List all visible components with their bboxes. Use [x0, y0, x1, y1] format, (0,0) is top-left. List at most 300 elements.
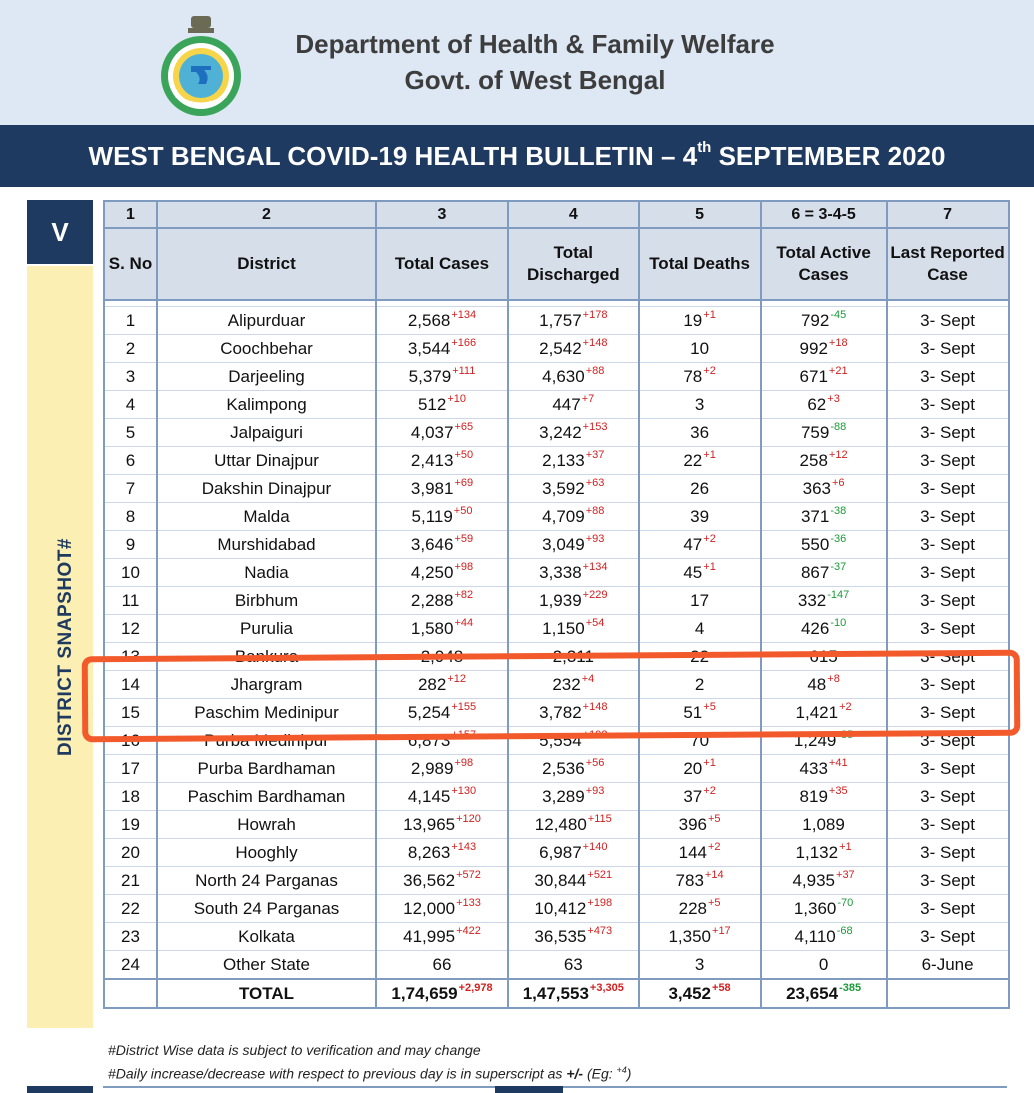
table-row [104, 839, 1009, 867]
active-cell-value: 258 [799, 450, 828, 470]
district-cell [157, 307, 376, 335]
cases-cell [376, 643, 508, 671]
deaths-cell-value: 22 [683, 450, 703, 470]
deaths-cell-change: +2 [703, 364, 716, 377]
cases-cell-value: 36,562 [403, 870, 456, 890]
sno-cell [104, 419, 157, 447]
last-reported-cell [887, 839, 1009, 867]
cases-cell [376, 755, 508, 783]
bulletin-title [0, 125, 1034, 187]
cases-cell-value: 8,263 [407, 842, 451, 862]
col-number: 2 [157, 201, 376, 228]
last-reported-cell-value: 3- Sept [920, 562, 975, 582]
district-cell [157, 531, 376, 559]
header-total-cases: Total Cases [376, 228, 508, 300]
total-row [104, 979, 1009, 1008]
cases-cell-value: 2,948 [420, 646, 464, 666]
total-active-cell-change: -385 [839, 981, 862, 994]
discharged-cell-value: 63 [563, 954, 583, 974]
active-cell-change: -147 [827, 588, 850, 601]
table-row [104, 951, 1009, 980]
active-cell-change: +21 [828, 364, 848, 377]
district-cell-value: Dakshin Dinajpur [201, 478, 332, 498]
deaths-cell-value: 39 [690, 506, 710, 526]
side-label-wrap [45, 266, 111, 1028]
cases-cell-value: 4,145 [407, 786, 451, 806]
discharged-cell-value: 12,480 [534, 814, 587, 834]
active-cell [761, 615, 887, 643]
header-total-active: Total Active Cases [761, 228, 887, 300]
table-row [104, 307, 1009, 335]
cases-cell-change: +50 [454, 448, 474, 461]
last-reported-cell [887, 643, 1009, 671]
table-row [104, 475, 1009, 503]
active-cell-change: +12 [828, 448, 848, 461]
active-cell-change: +8 [827, 672, 840, 685]
last-reported-cell-value: 3- Sept [920, 310, 975, 330]
cases-cell-value: 282 [417, 674, 447, 694]
table-row [104, 783, 1009, 811]
sno-cell-value: 15 [121, 702, 140, 722]
district-cell-value: Kalimpong [226, 394, 307, 414]
cases-cell-change: +143 [451, 840, 477, 853]
sno-cell-value: 21 [121, 870, 140, 890]
active-cell-value: 48 [807, 674, 827, 694]
discharged-cell [508, 839, 639, 867]
active-cell-change: -68 [836, 924, 853, 937]
active-cell [761, 699, 887, 727]
cases-cell-value: 2,288 [410, 590, 454, 610]
cases-cell-change: +44 [454, 616, 474, 629]
sno-cell-value: 23 [121, 926, 140, 946]
cases-cell-value: 3,646 [410, 534, 454, 554]
deaths-cell [639, 895, 761, 923]
deaths-cell [639, 671, 761, 699]
district-cell-value: Hooghly [235, 842, 298, 862]
total-active-cell [761, 979, 887, 1008]
sno-cell-value: 7 [125, 478, 136, 498]
discharged-cell [508, 587, 639, 615]
sno-cell [104, 755, 157, 783]
last-reported-cell-value: 3- Sept [920, 422, 975, 442]
discharged-cell-change: +93 [585, 532, 605, 545]
cases-cell [376, 839, 508, 867]
deaths-cell-value: 47 [683, 534, 703, 554]
active-cell [761, 475, 887, 503]
sno-cell [104, 587, 157, 615]
discharged-cell-value: 3,289 [542, 786, 585, 806]
sno-cell-value: 10 [121, 562, 140, 582]
last-reported-cell [887, 615, 1009, 643]
total-cases-cell-value: 1,74,659 [391, 983, 458, 1003]
cases-cell [376, 363, 508, 391]
total-deaths-cell [639, 979, 761, 1008]
active-cell-value: 4,110 [794, 926, 836, 946]
active-cell [761, 307, 887, 335]
sno-cell [104, 363, 157, 391]
cases-cell-change: +98 [454, 560, 474, 573]
cases-cell-value: 4,250 [410, 562, 454, 582]
discharged-cell [508, 447, 639, 475]
discharged-cell-value: 2,133 [542, 450, 585, 470]
deaths-cell-change: +17 [712, 924, 731, 937]
active-cell [761, 363, 887, 391]
district-cell-value: Darjeeling [228, 366, 305, 386]
discharged-cell-value: 3,242 [539, 422, 582, 442]
last-reported-cell [887, 475, 1009, 503]
district-cell [157, 615, 376, 643]
active-cell-change: +2 [839, 700, 852, 713]
sno-cell [104, 671, 157, 699]
last-reported-cell [887, 923, 1009, 951]
sno-cell-value: 14 [121, 674, 140, 694]
deaths-cell-value: 19 [683, 310, 703, 330]
district-cell [157, 363, 376, 391]
column-number-row [104, 201, 1009, 228]
active-cell-value: 1,089 [802, 814, 845, 834]
discharged-cell [508, 923, 639, 951]
active-cell-value: 1,360 [793, 898, 837, 918]
discharged-cell-change: +37 [585, 448, 605, 461]
sno-cell-value: 24 [121, 954, 140, 974]
active-cell-change: -45 [830, 308, 847, 321]
last-reported-cell [887, 531, 1009, 559]
table-row [104, 615, 1009, 643]
active-cell [761, 559, 887, 587]
district-cell-value: Purba Bardhaman [197, 758, 336, 778]
cases-cell-change: +50 [453, 504, 473, 517]
sno-cell [104, 727, 157, 755]
district-cell-value: South 24 Parganas [193, 898, 340, 918]
deaths-cell-value: 17 [690, 590, 710, 610]
table-row [104, 503, 1009, 531]
last-reported-cell-value: 3- Sept [920, 898, 975, 918]
active-cell [761, 447, 887, 475]
deaths-cell-value: 36 [690, 422, 710, 442]
discharged-cell-change: +229 [582, 588, 608, 601]
last-reported-cell-value: 3- Sept [920, 674, 975, 694]
last-reported-cell-value: 3- Sept [920, 366, 975, 386]
active-cell [761, 895, 887, 923]
last-reported-cell [887, 503, 1009, 531]
last-reported-cell [887, 559, 1009, 587]
deaths-cell-value: 396 [678, 814, 707, 834]
table-row [104, 895, 1009, 923]
sno-cell-value: 11 [121, 590, 140, 610]
cases-cell-change: +572 [456, 868, 481, 881]
total-last-cell [887, 979, 1009, 1008]
active-cell-change: -37 [830, 560, 847, 573]
header-total-discharged: Total Discharged [508, 228, 639, 300]
active-cell-change: -35 [837, 728, 854, 741]
active-cell-change: +41 [828, 756, 848, 769]
active-cell [761, 839, 887, 867]
active-cell-value: 0 [818, 954, 829, 974]
cases-cell-change: +82 [454, 588, 474, 601]
last-reported-cell [887, 363, 1009, 391]
col-number: 3 [376, 201, 508, 228]
table-row [104, 755, 1009, 783]
last-reported-cell [887, 951, 1009, 980]
note-2-sup: +4 [616, 1065, 627, 1075]
deaths-cell-value: 1,350 [668, 926, 712, 946]
footnotes [108, 1040, 631, 1084]
active-cell [761, 811, 887, 839]
side-panel [27, 266, 93, 1028]
deaths-cell-change: +5 [707, 896, 721, 909]
cases-cell-value: 2,413 [410, 450, 454, 470]
cases-cell [376, 867, 508, 895]
total-discharged-cell [508, 979, 639, 1008]
cases-cell [376, 615, 508, 643]
discharged-cell [508, 895, 639, 923]
title-suffix: SEPTEMBER 2020 [711, 141, 946, 171]
total-deaths-cell-value: 3,452 [668, 983, 712, 1003]
header-last-reported: Last Reported Case [887, 228, 1009, 300]
discharged-cell-value: 3,049 [542, 534, 585, 554]
sno-cell-value: 20 [121, 842, 140, 862]
district-cell [157, 391, 376, 419]
table-row [104, 559, 1009, 587]
discharged-cell-value: 10,412 [534, 898, 587, 918]
deaths-cell [639, 615, 761, 643]
cases-cell [376, 895, 508, 923]
last-reported-cell-value: 6-June [921, 954, 974, 974]
deaths-cell [639, 447, 761, 475]
note-2-bold: +/- [566, 1065, 584, 1082]
col-number: 1 [104, 201, 157, 228]
total-label-cell [157, 979, 376, 1008]
discharged-cell [508, 671, 639, 699]
active-cell-value: 992 [799, 338, 828, 358]
last-reported-cell [887, 783, 1009, 811]
discharged-cell-change: +93 [585, 784, 605, 797]
district-cell [157, 839, 376, 867]
sno-cell-value: 22 [121, 898, 140, 918]
cases-cell-value: 66 [432, 954, 452, 974]
discharged-cell-change: +198 [587, 896, 613, 909]
last-reported-cell [887, 307, 1009, 335]
cases-cell [376, 699, 508, 727]
sno-cell [104, 895, 157, 923]
last-reported-cell [887, 447, 1009, 475]
cases-cell [376, 559, 508, 587]
sno-cell [104, 531, 157, 559]
note-2-end: ) [626, 1065, 632, 1082]
cases-cell-value: 5,379 [408, 366, 452, 386]
sno-cell-value: 8 [125, 506, 136, 526]
sno-cell-value: 19 [121, 814, 140, 834]
district-cell-value: Howrah [237, 814, 296, 834]
section-letter: V [27, 200, 93, 264]
discharged-cell-change: +56 [585, 756, 605, 769]
deaths-cell-value: 78 [683, 366, 703, 386]
cases-cell [376, 475, 508, 503]
sno-cell-value: 9 [125, 534, 136, 554]
discharged-cell-value: 1,757 [539, 310, 582, 330]
deaths-cell [639, 643, 761, 671]
deaths-cell-value: 144 [678, 842, 707, 862]
deaths-cell-value: 70 [690, 730, 710, 750]
active-cell-change: -36 [830, 532, 847, 545]
deaths-cell [639, 391, 761, 419]
active-cell-value: 1,132 [795, 842, 839, 862]
total-discharged-cell-change: +3,305 [589, 981, 624, 994]
sno-cell-value: 3 [125, 366, 136, 386]
deaths-cell [639, 503, 761, 531]
deaths-cell [639, 867, 761, 895]
last-reported-cell-value: 3- Sept [920, 618, 975, 638]
district-cell [157, 587, 376, 615]
deaths-cell [639, 923, 761, 951]
deaths-cell-change: +1 [703, 448, 716, 461]
active-cell-value: 4,935 [792, 870, 836, 890]
cases-cell-value: 2,568 [407, 310, 451, 330]
sno-cell-value: 4 [125, 394, 136, 414]
active-cell [761, 755, 887, 783]
deaths-cell [639, 699, 761, 727]
active-cell-change: +35 [828, 784, 848, 797]
last-reported-cell-value: 3- Sept [920, 730, 975, 750]
active-cell-change: -38 [830, 504, 847, 517]
cases-cell-value: 1,580 [410, 618, 454, 638]
discharged-cell-value: 1,939 [539, 590, 582, 610]
discharged-cell-change: +4 [581, 672, 595, 685]
deaths-cell-value: 51 [683, 702, 703, 722]
total-deaths-cell-change: +58 [712, 981, 731, 994]
last-reported-cell-value: 3- Sept [920, 394, 975, 414]
table-row [104, 531, 1009, 559]
sno-cell-value: 2 [125, 338, 136, 358]
sno-cell [104, 811, 157, 839]
district-cell [157, 447, 376, 475]
deaths-cell-change: +5 [707, 812, 721, 825]
deaths-cell [639, 839, 761, 867]
cases-cell-change: +65 [454, 420, 474, 433]
active-cell-change: -10 [830, 616, 847, 629]
sno-cell [104, 615, 157, 643]
sno-cell [104, 307, 157, 335]
last-reported-cell-value: 3- Sept [920, 338, 975, 358]
last-reported-cell [887, 699, 1009, 727]
district-cell-value: Jhargram [230, 674, 303, 694]
last-reported-cell-value: 3- Sept [920, 478, 975, 498]
last-reported-cell-value: 3- Sept [920, 842, 975, 862]
cases-cell [376, 587, 508, 615]
cases-cell-value: 12,000 [403, 898, 456, 918]
last-reported-cell [887, 755, 1009, 783]
table-row [104, 587, 1009, 615]
active-cell-value: 867 [800, 562, 830, 582]
last-reported-cell-value: 3- Sept [920, 786, 975, 806]
discharged-cell-value: 36,535 [534, 926, 587, 946]
deaths-cell [639, 363, 761, 391]
cases-cell-value: 5,254 [407, 702, 451, 722]
sno-cell-value: 18 [121, 786, 140, 806]
col-number: 5 [639, 201, 761, 228]
deaths-cell [639, 419, 761, 447]
cases-cell [376, 335, 508, 363]
district-cell-value: Malda [243, 506, 290, 526]
active-cell-value: 759 [800, 422, 830, 442]
note-2-eg: (Eg: [583, 1065, 617, 1082]
discharged-cell-value: 3,338 [539, 562, 582, 582]
last-reported-cell-value: 3- Sept [920, 506, 975, 526]
discharged-cell-change: +521 [587, 868, 613, 881]
discharged-cell [508, 811, 639, 839]
discharged-cell-value: 2,536 [542, 758, 585, 778]
total-cases-cell-change: +2,978 [458, 981, 493, 994]
cases-cell [376, 307, 508, 335]
deaths-cell-change: +14 [704, 868, 724, 881]
district-cell-value: Coochbehar [220, 338, 313, 358]
discharged-cell [508, 867, 639, 895]
district-cell-value: Uttar Dinajpur [214, 450, 319, 470]
active-cell [761, 783, 887, 811]
header-sno: S. No [104, 228, 157, 300]
discharged-cell-value: 232 [552, 674, 581, 694]
sno-cell [104, 335, 157, 363]
discharged-cell-change: +88 [585, 504, 605, 517]
total-label-cell-value: TOTAL [238, 983, 295, 1003]
cases-cell [376, 531, 508, 559]
deaths-cell-value: 26 [690, 478, 710, 498]
last-reported-cell [887, 391, 1009, 419]
active-cell [761, 643, 887, 671]
discharged-cell [508, 783, 639, 811]
discharged-cell-change: +178 [582, 308, 608, 321]
cases-cell-change: +166 [451, 336, 477, 349]
discharged-cell-change: +140 [582, 840, 608, 853]
sno-cell-value: 12 [121, 618, 140, 638]
deaths-cell-value: 22 [690, 646, 710, 666]
sno-cell [104, 923, 157, 951]
sno-cell-value: 17 [121, 758, 140, 778]
discharged-cell-change: +148 [582, 336, 608, 349]
cases-cell [376, 447, 508, 475]
last-reported-cell-value: 3- Sept [920, 870, 975, 890]
cases-cell-change: +157 [451, 728, 477, 741]
district-cell-value: Other State [223, 954, 310, 974]
district-cell-value: Murshidabad [217, 534, 316, 554]
west-bengal-seal-icon [158, 14, 244, 118]
title-sup: th [697, 139, 712, 156]
bottom-section-tab [27, 1086, 93, 1093]
col-number: 6 = 3-4-5 [761, 201, 887, 228]
cases-cell-change: +133 [456, 896, 481, 909]
deaths-cell [639, 783, 761, 811]
district-cell-value: Purba Medinipur [204, 730, 329, 750]
cases-cell-value: 41,995 [403, 926, 456, 946]
discharged-cell-change: +134 [582, 560, 608, 573]
cases-cell [376, 727, 508, 755]
district-cell [157, 419, 376, 447]
cases-cell-change: +12 [447, 672, 467, 685]
district-cell-value: Kolkata [238, 926, 295, 946]
district-cell [157, 923, 376, 951]
discharged-cell [508, 335, 639, 363]
total-active-cell-value: 23,654 [786, 983, 839, 1003]
district-cell-value: Jalpaiguri [230, 422, 303, 442]
deaths-cell-value: 45 [683, 562, 703, 582]
deaths-cell [639, 951, 761, 980]
discharged-cell [508, 755, 639, 783]
sno-cell [104, 391, 157, 419]
last-reported-cell-value: 3- Sept [920, 450, 975, 470]
dept-line2: Govt. of West Bengal [404, 65, 666, 95]
deaths-cell [639, 811, 761, 839]
sno-cell [104, 867, 157, 895]
